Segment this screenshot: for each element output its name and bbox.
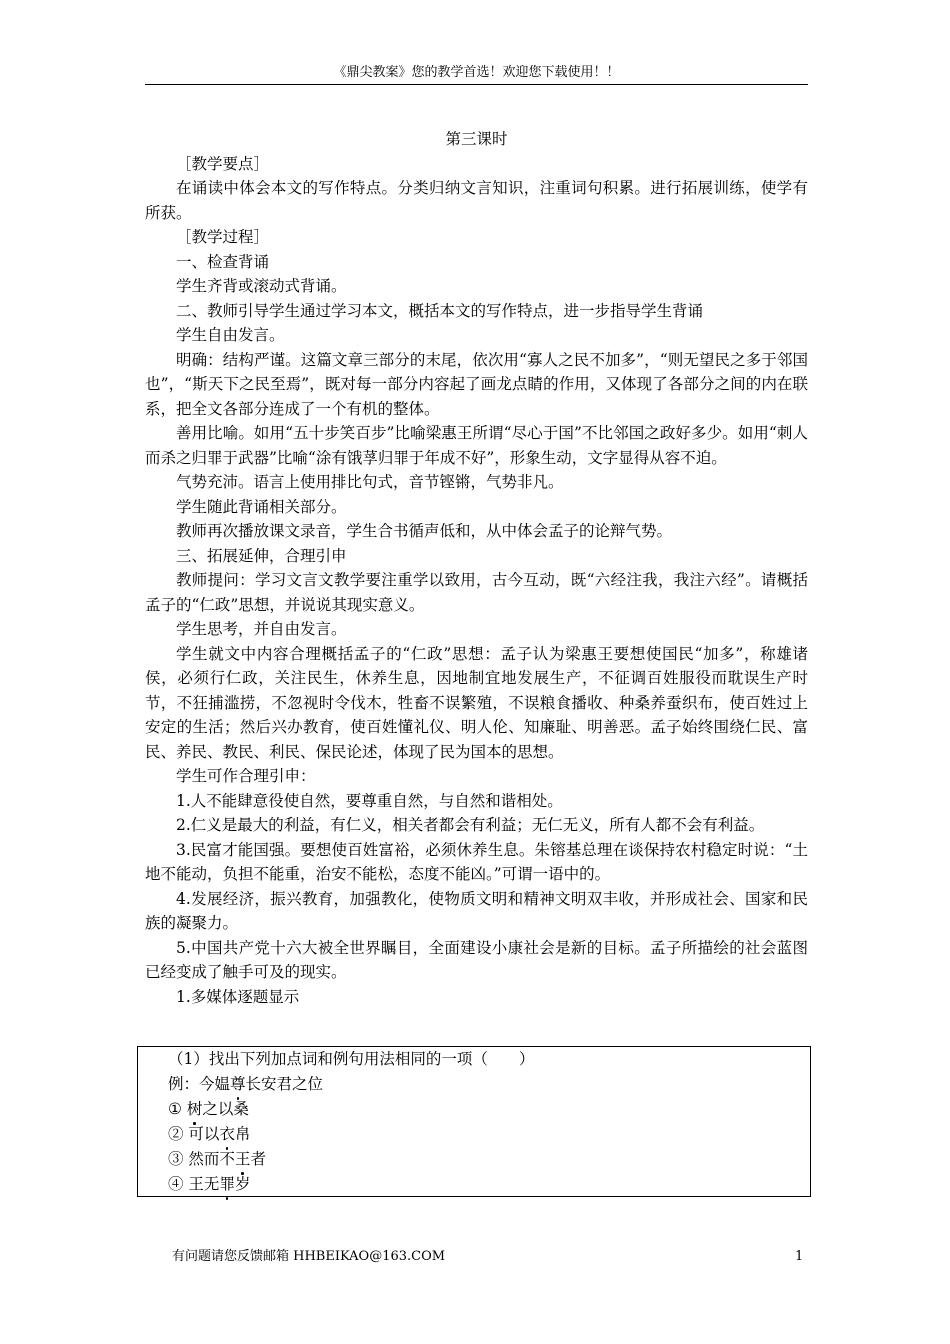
emphasis-dot-word: 王	[235, 1147, 251, 1172]
list-item: 4.发展经济，振兴教育，加强教化，使物质文明和精神文明双丰收，并形成社会、国家和民族的凝聚力。	[145, 889, 808, 932]
question-option: ② 可以衣帛	[168, 1122, 250, 1147]
lesson-title: 第三课时	[445, 130, 508, 148]
paragraph: 学生可作合理引申：	[176, 767, 316, 785]
paragraph: 学生随此背诵相关部分。	[176, 497, 347, 516]
section-heading-key-points: ［教学要点］	[176, 154, 270, 173]
list-item: 2.仁义是最大的利益，有仁义，相关者都会有利益；无仁无义，所有人都不会有利益。	[176, 816, 765, 834]
paragraph: 教师提问：学习文言文教学要注重学以致用，古今互动，既“六经注我，我注六经”。请概括孟子的“仁政”思想，并说说其现实意义。	[145, 571, 808, 614]
emphasis-dot-word: 树	[187, 1097, 203, 1122]
paragraph: 学生就文中内容合理概括孟子的“仁政”思想：孟子认为梁惠王要想使国民“加多”，称雄诸侯，必须行仁政，关注民生，休养生息，因地制宜地发展生产，不征调百姓服役而耽误生产时节，不狂捕滥捞，不忽视时令伐木，牲畜不误繁殖，不误粮食播收、种桑养蚕织布，使百姓过上安定的生活；然后兴办教育，使百姓懂礼仪、明人伦、知廉耻、明善恶。孟子始终围绕仁民、富民、养民、教民、利民、保民论述，体现了民为国本的思想。	[145, 644, 808, 761]
paragraph: 教师再次播放课文录音，学生合书循声低和，从中体会孟子的论辩气势。	[176, 522, 673, 540]
list-item: 3.民富才能国强。要想使百姓富裕，必须休养生息。朱镕基总理在谈保持农村稳定时说：“土地不能动，负担不能重，治安不能松，态度不能凶。”可谓一语中的。	[145, 840, 808, 883]
step-heading: 一、检查背诵	[176, 252, 270, 271]
emphasis-dot-word: 罪	[219, 1172, 235, 1197]
header-divider	[145, 84, 808, 85]
paragraph: 在诵读中体会本文的写作特点。分类归纳文言知识，注重词句积累。进行拓展训练，使学有所获。	[145, 179, 808, 222]
list-item: 1.人不能肆意役使自然，要尊重自然，与自然和谐相处。	[176, 791, 563, 810]
question-option: ① 树之以桑	[168, 1097, 249, 1122]
question-box	[137, 1046, 811, 1197]
paragraph: 善用比喻。如用“五十步笑百步”比喻梁惠王所谓“尽心于国”不比邻国之政好多少。如用“刺人而杀之归罪于武器”比喻“涂有饿莩归罪于年成不好”，形象生动，文字显得从容不迫。	[145, 424, 808, 467]
emphasis-dot-word: 衣	[219, 1122, 235, 1147]
step-heading: 二、教师引导学生通过学习本文，概括本文的写作特点，进一步指导学生背诵	[176, 301, 704, 320]
footer-feedback: 有问题请您反馈邮箱 HHBEIKAO@163.COM	[172, 1249, 446, 1264]
question-option: ④ 王无罪岁	[168, 1172, 250, 1197]
emphasis-dot-word: 尊	[230, 1072, 246, 1097]
paragraph: 学生思考，并自由发言。	[176, 620, 347, 638]
paragraph: 学生齐背或滚动式背诵。	[176, 277, 347, 295]
list-item: 1.多媒体逐题显示	[176, 987, 300, 1006]
question-stem: （1）找出下列加点词和例句用法相同的一项（ ）	[168, 1050, 535, 1068]
question-example: 例：今媪尊长安君之位	[168, 1072, 323, 1097]
paragraph: 明确：结构严谨。这篇文章三部分的末尾，依次用“寡人之民不加多”，“则无望民之多于邻国也”，“斯天下之民至焉”，既对每一部分内容起了画龙点睛的作用，又体现了各部分之间的内在联系，把全文各部分连成了一个有机的整体。	[145, 350, 808, 418]
step-heading: 三、拓展延伸，合理引申	[176, 546, 347, 565]
paragraph: 学生自由发言。	[176, 326, 285, 344]
page-number: 1	[795, 1249, 804, 1264]
page-header: 《鼎尖教案》您的教学首选！欢迎您下载使用！！	[333, 65, 620, 80]
question-option: ③ 然而不王者	[168, 1147, 266, 1172]
lesson-body	[145, 127, 808, 1009]
section-heading-process: ［教学过程］	[176, 228, 270, 246]
list-item: 5.中国共产党十六大被全世界瞩目，全面建设小康社会是新的目标。孟子所描绘的社会蓝图已经变成了触手可及的现实。	[145, 938, 808, 981]
paragraph: 气势充沛。语言上使用排比句式，音节铿锵，气势非凡。	[176, 473, 564, 491]
